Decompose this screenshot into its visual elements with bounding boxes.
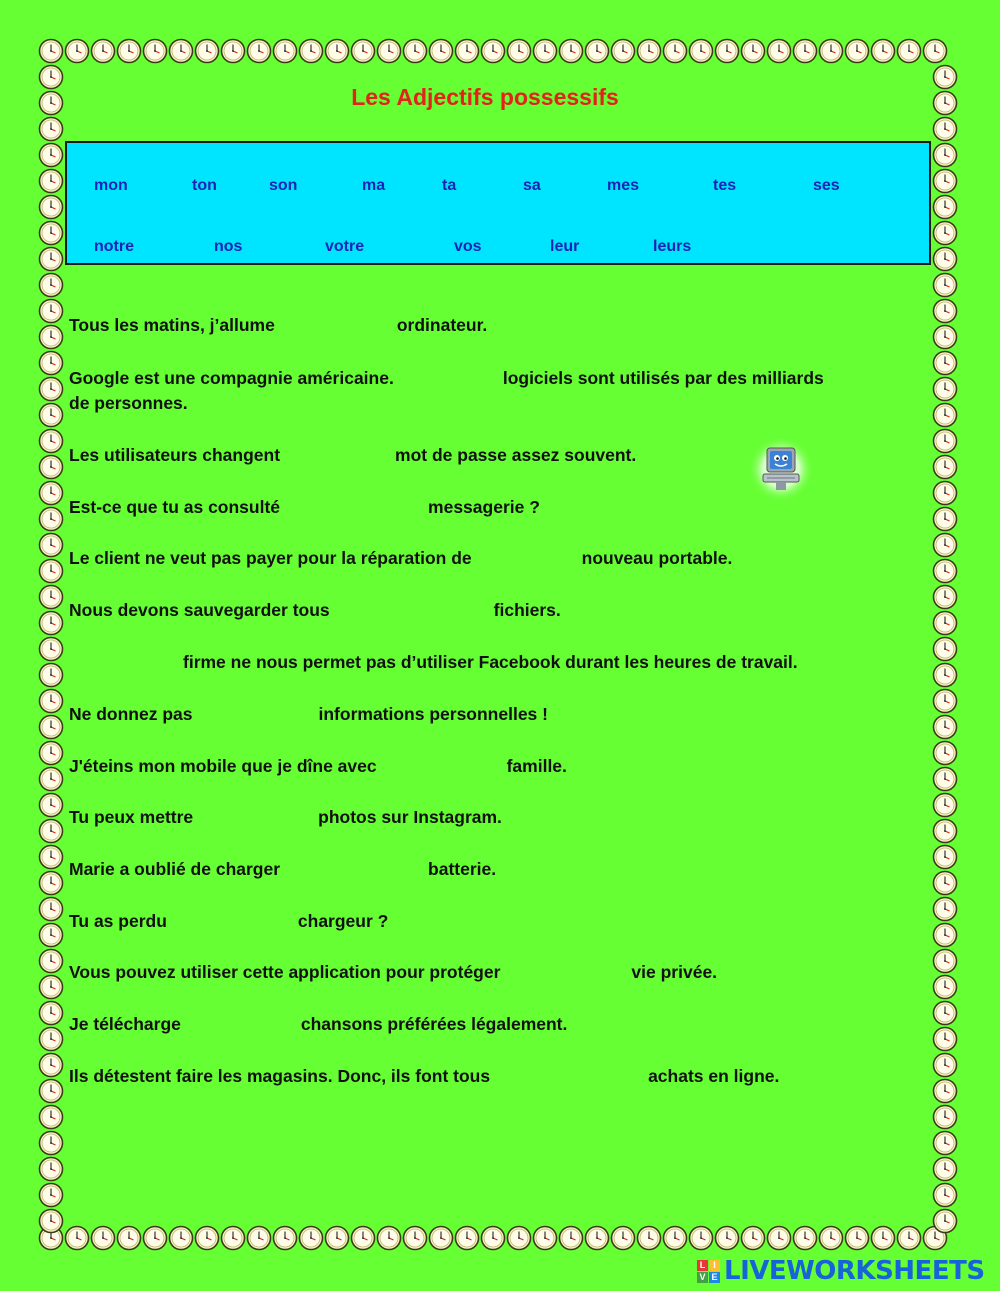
- clock-icon: [480, 38, 506, 64]
- clock-icon: [506, 1225, 532, 1251]
- sentence-before: J'éteins mon mobile que je dîne avec: [69, 756, 377, 776]
- clock-icon: [932, 896, 958, 922]
- clock-icon: [116, 1225, 142, 1251]
- clock-icon: [376, 38, 402, 64]
- clock-icon: [932, 1208, 958, 1234]
- sentence-after: vie privée.: [631, 962, 718, 982]
- clock-icon: [932, 402, 958, 428]
- word-bank-item: sa: [523, 177, 541, 194]
- word-bank-item: mon: [94, 177, 128, 194]
- clock-icon: [932, 376, 958, 402]
- sentence-after: chansons préférées légalement.: [300, 1014, 568, 1034]
- clock-icon: [38, 350, 64, 376]
- word-bank-item: leur: [550, 238, 580, 255]
- clock-icon: [932, 792, 958, 818]
- clock-icon: [38, 38, 64, 64]
- clock-icon: [220, 38, 246, 64]
- clock-icon: [932, 636, 958, 662]
- clock-icon: [38, 324, 64, 350]
- clock-icon: [844, 38, 870, 64]
- clock-icon: [932, 584, 958, 610]
- clock-icon: [38, 688, 64, 714]
- clock-icon: [38, 584, 64, 610]
- clock-icon: [220, 1225, 246, 1251]
- logo-mark-letter: I: [709, 1260, 720, 1271]
- clock-icon: [402, 38, 428, 64]
- sentence-before: Nous devons sauvegarder tous: [69, 600, 330, 620]
- sentence-after: mot de passe assez souvent.: [395, 445, 637, 465]
- clock-icon: [38, 1026, 64, 1052]
- word-bank-item: tes: [713, 177, 737, 194]
- clock-icon: [818, 38, 844, 64]
- sentence-before: Marie a oublié de charger: [69, 859, 281, 879]
- clock-icon: [38, 116, 64, 142]
- logo-mark-letter: V: [697, 1272, 708, 1283]
- clock-icon: [932, 428, 958, 454]
- clock-icon: [402, 1225, 428, 1251]
- clock-icon: [532, 1225, 558, 1251]
- clock-icon: [298, 1225, 324, 1251]
- clock-icon: [932, 870, 958, 896]
- clock-icon: [932, 766, 958, 792]
- clock-icon: [932, 324, 958, 350]
- clock-icon: [932, 688, 958, 714]
- sentence-after: informations personnelles !: [318, 704, 548, 724]
- sentence-before: Tous les matins, j’allume: [69, 315, 275, 335]
- clock-icon: [932, 1078, 958, 1104]
- clock-icon: [38, 168, 64, 194]
- clock-icon: [792, 1225, 818, 1251]
- clock-icon: [932, 1182, 958, 1208]
- clock-icon: [740, 1225, 766, 1251]
- clock-icon: [38, 948, 64, 974]
- clock-icon: [896, 38, 922, 64]
- clock-icon: [932, 1130, 958, 1156]
- sentence-before: Tu peux mettre: [69, 807, 194, 827]
- clock-icon: [688, 38, 714, 64]
- clock-icon: [272, 1225, 298, 1251]
- clock-icon: [896, 1225, 922, 1251]
- clock-icon: [610, 1225, 636, 1251]
- clock-icon: [38, 740, 64, 766]
- sentence-before: Ne donnez pas: [69, 704, 193, 724]
- clock-icon: [740, 38, 766, 64]
- clock-icon: [932, 116, 958, 142]
- clock-icon: [38, 298, 64, 324]
- clock-icon: [272, 38, 298, 64]
- clock-icon: [932, 714, 958, 740]
- clock-icon: [116, 38, 142, 64]
- sentence-after: nouveau portable.: [581, 548, 733, 568]
- sentence-after: achats en ligne.: [648, 1066, 780, 1086]
- clock-icon: [38, 1078, 64, 1104]
- clock-icon: [376, 1225, 402, 1251]
- clock-icon: [90, 1225, 116, 1251]
- clock-icon: [38, 662, 64, 688]
- clock-icon: [38, 1130, 64, 1156]
- clock-icon: [932, 558, 958, 584]
- clock-icon: [932, 220, 958, 246]
- word-bank-item: ma: [362, 177, 386, 194]
- clock-icon: [38, 428, 64, 454]
- clock-icon: [38, 844, 64, 870]
- clock-icon: [714, 1225, 740, 1251]
- clock-border-right: [932, 64, 958, 1234]
- sentence-5: [69, 546, 919, 571]
- sentence-before: Les utilisateurs changent: [69, 445, 281, 465]
- clock-icon: [350, 38, 376, 64]
- clock-icon: [38, 766, 64, 792]
- clock-icon: [38, 142, 64, 168]
- clock-icon: [922, 38, 948, 64]
- clock-icon: [90, 38, 116, 64]
- sentence-after: batterie.: [428, 859, 497, 879]
- sentence-continuation: de personnes.: [69, 393, 188, 413]
- clock-icon: [142, 38, 168, 64]
- sentence-14: [69, 1012, 919, 1037]
- sentence-before: Ils détestent faire les magasins. Donc, ils font tous: [69, 1066, 491, 1086]
- clock-icon: [428, 1225, 454, 1251]
- sentence-before: Le client ne veut pas payer pour la réparation de: [69, 548, 472, 568]
- worksheet-title: Les Adjectifs possessifs: [351, 84, 619, 110]
- clock-icon: [932, 1052, 958, 1078]
- logo-text: LIVEWORKSHEETS: [724, 1256, 985, 1286]
- sentence-12: [69, 909, 919, 934]
- clock-icon: [38, 506, 64, 532]
- clock-icon: [38, 480, 64, 506]
- clock-icon: [38, 1156, 64, 1182]
- sentence-13: [69, 960, 919, 985]
- clock-icon: [38, 818, 64, 844]
- clock-icon: [38, 896, 64, 922]
- clock-icon: [932, 532, 958, 558]
- word-bank-item: ton: [192, 177, 217, 194]
- clock-icon: [932, 272, 958, 298]
- clock-icon: [64, 1225, 90, 1251]
- sentence-8: [69, 702, 919, 727]
- clock-icon: [932, 818, 958, 844]
- clock-icon: [932, 922, 958, 948]
- clock-icon: [932, 1104, 958, 1130]
- clock-icon: [932, 298, 958, 324]
- clock-icon: [818, 1225, 844, 1251]
- clock-icon: [506, 38, 532, 64]
- clock-icon: [766, 1225, 792, 1251]
- sentence-7: [69, 650, 919, 675]
- clock-icon: [324, 38, 350, 64]
- clock-icon: [38, 922, 64, 948]
- word-bank: [65, 141, 931, 265]
- sentence-2: [69, 366, 919, 416]
- word-bank-item: ta: [442, 177, 457, 194]
- clock-icon: [714, 38, 740, 64]
- clock-icon: [636, 38, 662, 64]
- word-bank-item: mes: [607, 177, 640, 194]
- sentence-before: Google est une compagnie américaine.: [69, 368, 394, 388]
- clock-icon: [38, 558, 64, 584]
- sentence-after: famille.: [506, 756, 567, 776]
- clock-icon: [38, 714, 64, 740]
- sentence-before: Vous pouvez utiliser cette application pour protéger: [69, 962, 501, 982]
- clock-icon: [558, 1225, 584, 1251]
- word-bank-item: votre: [325, 238, 365, 255]
- clock-border-left: [38, 64, 64, 1234]
- sentence-1: [69, 313, 919, 338]
- sentence-10: [69, 805, 919, 830]
- clock-icon: [38, 376, 64, 402]
- sentence-after: ordinateur.: [396, 315, 488, 335]
- clock-icon: [168, 1225, 194, 1251]
- clock-icon: [38, 792, 64, 818]
- clock-icon: [558, 38, 584, 64]
- clock-icon: [766, 38, 792, 64]
- clock-icon: [662, 1225, 688, 1251]
- clock-icon: [38, 1104, 64, 1130]
- clock-icon: [932, 194, 958, 220]
- clock-icon: [168, 38, 194, 64]
- clock-icon: [38, 636, 64, 662]
- clock-icon: [792, 38, 818, 64]
- sentence-after: messagerie ?: [428, 497, 540, 517]
- clock-icon: [870, 1225, 896, 1251]
- clock-icon: [636, 1225, 662, 1251]
- liveworksheets-mark-icon: [697, 1260, 720, 1283]
- clock-icon: [246, 38, 272, 64]
- clock-icon: [870, 38, 896, 64]
- clock-icon: [38, 194, 64, 220]
- sentence-before: Est-ce que tu as consulté: [69, 497, 281, 517]
- sentence-11: [69, 857, 919, 882]
- clock-icon: [932, 506, 958, 532]
- clock-icon: [194, 1225, 220, 1251]
- clock-icon: [428, 38, 454, 64]
- sentence-after: firme ne nous permet pas d’utiliser Facebook durant les heures de travail.: [183, 652, 798, 672]
- sentence-after: fichiers.: [493, 600, 561, 620]
- clock-icon: [932, 948, 958, 974]
- clock-icon: [844, 1225, 870, 1251]
- clock-icon: [246, 1225, 272, 1251]
- clock-icon: [38, 1052, 64, 1078]
- clock-icon: [38, 532, 64, 558]
- clock-icon: [932, 246, 958, 272]
- computer-mascot-icon: [748, 436, 814, 502]
- clock-icon: [584, 1225, 610, 1251]
- word-bank-item: son: [269, 177, 298, 194]
- logo-mark-letter: E: [709, 1272, 720, 1283]
- clock-icon: [688, 1225, 714, 1251]
- clock-icon: [932, 662, 958, 688]
- clock-border-bottom: [38, 1225, 948, 1251]
- clock-icon: [932, 740, 958, 766]
- sentence-after: photos sur Instagram.: [318, 807, 502, 827]
- liveworksheets-logo: [697, 1256, 985, 1286]
- clock-icon: [38, 220, 64, 246]
- sentence-before: Tu as perdu: [69, 911, 167, 931]
- clock-icon: [932, 974, 958, 1000]
- clock-icon: [38, 1000, 64, 1026]
- word-bank-item: leurs: [653, 238, 692, 255]
- clock-icon: [932, 350, 958, 376]
- clock-icon: [38, 870, 64, 896]
- clock-icon: [584, 38, 610, 64]
- sentence-after: chargeur ?: [297, 911, 389, 931]
- sentence-before: Je télécharge: [69, 1014, 181, 1034]
- clock-icon: [932, 1156, 958, 1182]
- clock-icon: [932, 1026, 958, 1052]
- word-bank-item: vos: [454, 238, 482, 255]
- clock-icon: [38, 454, 64, 480]
- clock-icon: [932, 168, 958, 194]
- clock-icon: [454, 38, 480, 64]
- sentence-6: [69, 598, 919, 623]
- clock-icon: [932, 610, 958, 636]
- clock-icon: [350, 1225, 376, 1251]
- clock-icon: [298, 38, 324, 64]
- clock-icon: [38, 1182, 64, 1208]
- clock-icon: [932, 142, 958, 168]
- clock-icon: [532, 38, 558, 64]
- clock-icon: [610, 38, 636, 64]
- clock-icon: [932, 454, 958, 480]
- sentence-9: [69, 754, 919, 779]
- clock-icon: [932, 1000, 958, 1026]
- sentence-after: logiciels sont utilisés par des milliards: [502, 368, 824, 388]
- word-bank-item: nos: [214, 238, 243, 255]
- clock-icon: [324, 1225, 350, 1251]
- word-bank-item: notre: [94, 238, 134, 255]
- clock-icon: [38, 402, 64, 428]
- clock-icon: [38, 974, 64, 1000]
- clock-icon: [38, 246, 64, 272]
- clock-icon: [38, 610, 64, 636]
- clock-border-top: [38, 38, 948, 64]
- clock-icon: [64, 38, 90, 64]
- clock-icon: [194, 38, 220, 64]
- clock-icon: [932, 844, 958, 870]
- clock-icon: [480, 1225, 506, 1251]
- sentence-15: [69, 1064, 919, 1089]
- clock-icon: [932, 480, 958, 506]
- clock-icon: [38, 272, 64, 298]
- clock-icon: [454, 1225, 480, 1251]
- word-bank-item: ses: [813, 177, 840, 194]
- clock-icon: [38, 1208, 64, 1234]
- clock-icon: [142, 1225, 168, 1251]
- clock-icon: [662, 38, 688, 64]
- logo-mark-letter: L: [697, 1260, 708, 1271]
